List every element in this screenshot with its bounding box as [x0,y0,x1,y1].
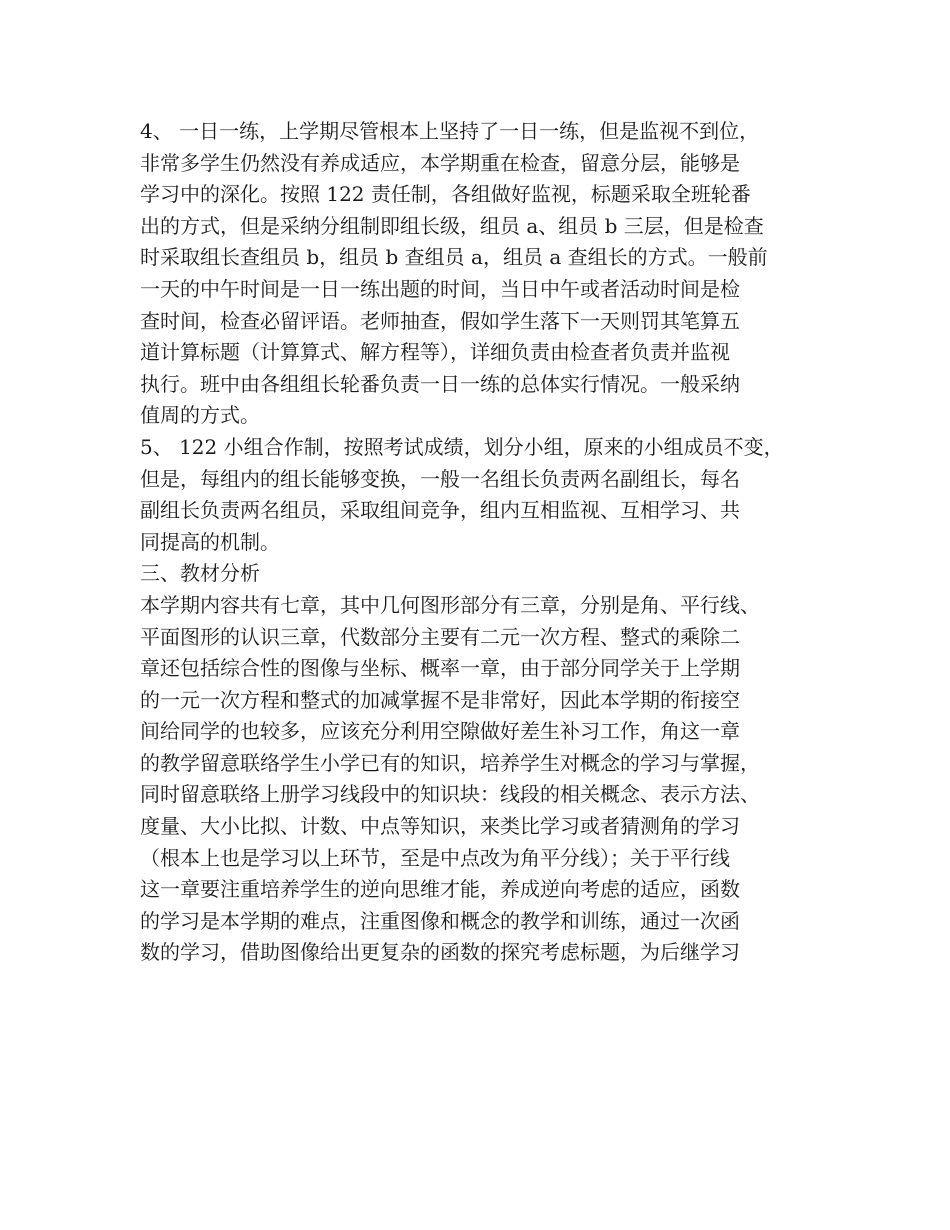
text-line: 4、 一日一练，上学期尽管根本上坚持了一日一练，但是监视不到位， [140,119,760,143]
section-heading: 三、教材分析 [140,561,260,586]
text-line: 同提高的机制。 [140,529,280,554]
text-line: 副组长负责两名组员，采取组间竞争，组内互相监视、互相学习、共 [140,498,740,523]
text-line: 这一章要注重培养学生的逆向思维才能，养成逆向考虑的适应，函数 [140,877,740,902]
text-line: 道计算标题（计算算式、解方程等），详细负责由检查者负责并监视 [140,340,730,365]
text-line: 但是，每组内的组长能够变换，一般一名组长负责两名副组长，每名 [140,466,740,491]
text-line: 间给同学的也较多，应该充分利用空隙做好差生补习工作，角这一章 [140,719,740,744]
text-line: 同时留意联络上册学习线段中的知识块：线段的相关概念、表示方法、 [140,782,760,807]
text-line: 的一元一次方程和整式的加减掌握不是非常好，因此本学期的衔接空 [140,687,740,712]
document-body [140,116,840,969]
text-line: 时采取组长查组员 b，组员 b 查组员 a，组员 a 查组长的方式。一般前 [140,245,768,270]
text-line: 5、 122 小组合作制，按照考试成绩，划分小组，原来的小组成员不变， [140,434,784,459]
text-line: 的学习是本学期的难点，注重图像和概念的教学和训练，通过一次函 [140,908,740,933]
text-line: 章还包括综合性的图像与坐标、概率一章，由于部分同学关于上学期 [140,656,740,681]
text-line: 平面图形的认识三章，代数部分主要有二元一次方程、整式的乘除二 [140,624,740,649]
text-line: 本学期内容共有七章，其中几何图形部分有三章，分别是角、平行线、 [140,592,760,617]
text-line: 一天的中午时间是一日一练出题的时间，当日中午或者活动时间是检 [140,276,740,301]
text-line: 数的学习，借助图像给出更复杂的函数的探究考虑标题，为后继学习 [140,940,740,965]
text-line: 学习中的深化。按照 122 责任制，各组做好监视，标题采取全班轮番 [140,182,751,207]
text-line: 出的方式，但是采纳分组制即组长级，组员 a、组员 b 三层，但是检查 [140,213,764,238]
text-line: （根本上也是学习以上环节，至是中点改为角平分线）；关于平行线 [140,845,730,870]
text-line: 度量、大小比拟、计数、中点等知识，来类比学习或者猜测角的学习 [140,814,740,839]
text-line: 非常多学生仍然没有养成适应，本学期重在检查，留意分层，能够是 [140,150,740,175]
text-line: 值周的方式。 [140,403,260,428]
text-line: 的教学留意联络学生小学已有的知识，培养学生对概念的学习与掌握， [140,750,760,775]
text-line: 执行。班中由各组组长轮番负责一日一练的总体实行情况。一般采纳 [140,371,740,396]
text-line: 查时间，检查必留评语。老师抽查，假如学生落下一天则罚其笔算五 [140,308,740,333]
